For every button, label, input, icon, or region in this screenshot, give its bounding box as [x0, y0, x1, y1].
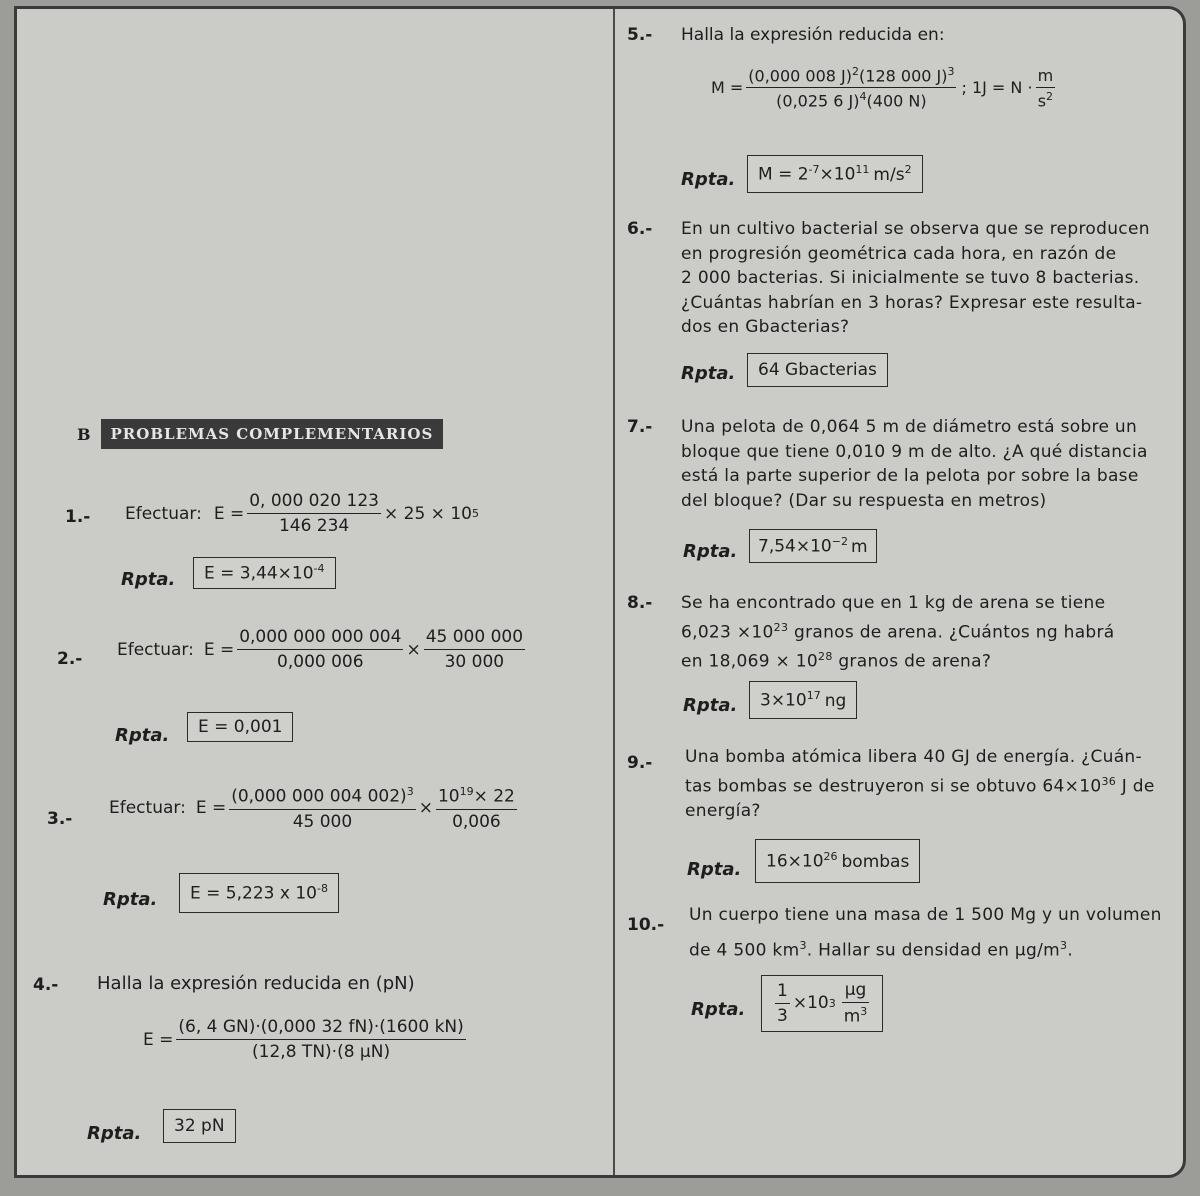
problem-8-line-3-exp: 28 — [818, 649, 833, 663]
problem-5-text: Halla la expresión reducida en: — [681, 25, 945, 45]
problem-3-rpta-label: Rpta. — [103, 889, 158, 910]
problem-2-text: Efectuar: — [117, 639, 194, 660]
problem-3-text: Efectuar: — [109, 798, 186, 819]
problem-9-line-2-a: tas bombas se destruyeron si se obtuvo 64×10 — [685, 776, 1102, 797]
problem-5-numer-b: (128 000 J) — [859, 66, 948, 86]
problem-10-answer-unit-fraction — [842, 980, 870, 1027]
problem-5-unit-denom-exp: 2 — [1046, 89, 1054, 103]
problem-8-line-1: Se ha encontrado que en 1 kg de arena se tiene — [681, 593, 1106, 613]
problem-4-number: 4.- — [33, 975, 59, 995]
problem-3-statement — [109, 785, 520, 832]
problem-1-answer-box — [193, 557, 336, 589]
problem-1-lhs: E = — [213, 503, 245, 524]
problem-7-answer-exp: −2 — [831, 535, 848, 548]
problem-1-fraction — [247, 491, 381, 536]
problem-7-answer-unit: m — [850, 536, 868, 557]
problem-9-line-3: energía? — [685, 800, 761, 821]
problem-7-number: 7.- — [627, 417, 653, 437]
problem-1-statement — [125, 491, 479, 536]
problem-6-line: dos en Gbacterias? — [681, 317, 850, 337]
textbook-page — [14, 6, 1186, 1178]
problem-7-rpta-label: Rpta. — [683, 541, 738, 562]
problem-3-f1-numerator-exp: 3 — [406, 785, 414, 798]
problem-2-rpta-label: Rpta. — [115, 725, 170, 746]
problem-9-answer: 16×10 — [766, 851, 824, 872]
problem-9-line-2-b: J de — [1121, 776, 1155, 797]
problem-5-expression — [711, 65, 1058, 111]
problem-5-number: 5.- — [627, 25, 653, 45]
problem-3-answer: E = 5,223 x 10 — [190, 883, 317, 904]
problem-10-answer-unit-denom-exp: 3 — [860, 1005, 868, 1018]
problem-8-line-3-b: granos de arena? — [838, 651, 992, 672]
problem-1-answer: E = 3,44×10 — [204, 563, 314, 584]
problem-6-line: ¿Cuántas habrían en 3 horas? Expresar este resulta- — [681, 292, 1143, 313]
problem-5-unit-denom: s — [1037, 90, 1047, 110]
problem-7-answer-box — [749, 529, 877, 563]
problem-8-line-3 — [681, 645, 1115, 674]
problem-5-numer-a-exp: 2 — [852, 65, 860, 78]
problem-3-f1-numerator-wrap — [229, 785, 416, 810]
problem-6-answer-box — [747, 353, 888, 387]
problem-10-answer-box — [761, 975, 883, 1032]
problem-8-answer-exp: 17 — [806, 689, 821, 702]
problem-5-answer-a: M = 2 — [758, 164, 809, 185]
problem-4-expression — [143, 1017, 469, 1062]
problem-6-line: 2 000 bacterias. Si inicialmente se tuvo 8 bacterias. — [681, 268, 1140, 288]
problem-10-answer-mid-exp: 3 — [828, 996, 836, 1010]
problem-1-number: 1.- — [65, 507, 91, 527]
problem-5-denom-a-exp: 4 — [859, 90, 867, 104]
problem-1-tail-exp: 5 — [471, 507, 479, 520]
problem-5-numer-b-exp: 3 — [947, 65, 955, 78]
problem-10-line-2-b: . Hallar su densidad en µg/m — [806, 940, 1060, 961]
problem-2-answer: E = 0,001 — [198, 717, 283, 737]
problem-6-answer: 64 Gbacterias — [758, 360, 877, 380]
problem-7-line: del bloque? (Dar su respuesta en metros) — [681, 490, 1047, 511]
problem-9-paragraph — [685, 745, 1155, 823]
problem-1-text: Efectuar: — [125, 503, 202, 524]
problem-10-line-2-exp: 3 — [799, 938, 807, 952]
problem-5-denominator — [746, 88, 956, 110]
problem-9-answer-exp: 26 — [823, 850, 838, 863]
problem-10-answer-mid: ×10 — [792, 993, 829, 1014]
problem-5-fraction — [746, 65, 956, 111]
problem-10-answer-unit-numerator: µg — [842, 980, 870, 1003]
problem-5-unit-denominator — [1036, 88, 1056, 110]
problem-8-line-2-a: 6,023 ×10 — [681, 622, 774, 643]
problem-6-paragraph — [681, 217, 1150, 340]
problem-3-answer-box — [179, 873, 339, 913]
problem-8-answer: 3×10 — [760, 690, 807, 711]
problem-9-line-2 — [685, 770, 1155, 799]
problem-4-fraction — [176, 1017, 465, 1062]
problem-3-lhs: E = — [195, 798, 227, 819]
problem-4-denominator: (12,8 TN)·(8 µN) — [252, 1042, 391, 1062]
problem-5-numerator — [746, 65, 956, 88]
problem-10-answer-denominator: 3 — [777, 1005, 788, 1026]
problem-5-numer-a: (0,000 008 J) — [748, 66, 853, 86]
problem-10-paragraph — [689, 903, 1162, 963]
problem-10-line-1: Un cuerpo tiene una masa de 1 500 Mg y un volumen — [689, 905, 1162, 925]
problem-5-unit-note: ; 1J = N · — [961, 78, 1033, 98]
problem-4-rpta-label: Rpta. — [87, 1123, 142, 1144]
problem-5-answer-b: ×10 — [819, 164, 856, 185]
problem-1-numerator: 0, 000 020 123 — [247, 491, 381, 514]
problem-6-line: en progresión geométrica cada hora, en razón de — [681, 243, 1117, 264]
problem-2-times: × — [406, 639, 421, 660]
problem-7-line: bloque que tiene 0,010 9 m de alto. ¿A qué distancia — [681, 441, 1148, 462]
problem-2-f1-numerator: 0,000 000 000 004 — [237, 627, 403, 650]
section-title: PROBLEMAS COMPLEMENTARIOS — [101, 419, 444, 449]
problem-6-line: En un cultivo bacterial se observa que se reproducen — [681, 219, 1150, 239]
problem-2-statement — [117, 627, 528, 672]
section-letter: B — [77, 424, 91, 444]
problem-2-number: 2.- — [57, 649, 83, 669]
problem-4-answer-box — [163, 1109, 236, 1143]
problem-10-answer-numerator: 1 — [775, 981, 790, 1004]
problem-9-answer-box — [755, 839, 920, 883]
problem-8-answer-unit: ng — [824, 690, 847, 711]
problem-3-fraction-2 — [436, 785, 517, 832]
problem-5-lhs: M = — [711, 78, 744, 98]
problem-10-line-2-a: de 4 500 km — [689, 940, 800, 961]
problem-7-line: Una pelota de 0,064 5 m de diámetro está sobre un — [681, 417, 1138, 437]
problem-2-answer-box — [187, 712, 293, 742]
problem-3-f2-numerator-wrap — [436, 785, 517, 810]
problem-10-answer-unit-denominator — [842, 1003, 870, 1027]
problem-8-rpta-label: Rpta. — [683, 695, 738, 716]
problem-1-denominator: 146 234 — [278, 516, 350, 536]
problem-10-answer-unit-denom: m — [843, 1006, 861, 1027]
problem-5-answer-b-exp: 11 — [855, 163, 870, 176]
problem-7-line: está la parte superior de la pelota por sobre la base — [681, 466, 1139, 486]
problem-10-number: 10.- — [627, 915, 665, 935]
problem-3-f2-denominator: 0,006 — [452, 811, 501, 832]
problem-8-line-2 — [681, 616, 1115, 645]
problem-3-times: × — [418, 798, 433, 819]
problem-5-rpta-label: Rpta. — [681, 169, 736, 190]
problem-5-denom-b: (400 N) — [866, 91, 927, 111]
problem-5-unit-numerator: m — [1036, 66, 1056, 88]
problem-10-line-2-c: . — [1067, 940, 1074, 961]
problem-9-rpta-label: Rpta. — [687, 859, 742, 880]
problem-4-numerator: (6, 4 GN)·(0,000 32 fN)·(1600 kN) — [176, 1017, 465, 1040]
problem-3-fraction-1 — [229, 785, 416, 832]
problem-4-lhs: E = — [143, 1029, 174, 1050]
problem-10-answer-fraction — [775, 981, 790, 1026]
problem-8-line-3-a: en 18,069 × 10 — [681, 651, 819, 672]
problem-10-line-2-exp2: 3 — [1060, 938, 1068, 952]
problem-5-answer-c: m/s — [873, 164, 905, 185]
problem-6-rpta-label: Rpta. — [681, 363, 736, 384]
problem-10-rpta-label: Rpta. — [691, 999, 746, 1020]
problem-2-fraction-1 — [237, 627, 403, 672]
problem-2-lhs: E = — [203, 639, 235, 660]
problem-7-paragraph — [681, 415, 1148, 513]
problem-2-f2-numerator: 45 000 000 — [424, 627, 525, 650]
problem-2-f1-denominator: 0,000 006 — [277, 652, 364, 672]
problem-7-answer: 7,54×10 — [758, 536, 832, 557]
problem-5-denom-a: (0,025 6 J) — [776, 91, 860, 111]
problem-3-f1-numerator: (0,000 000 004 002) — [231, 786, 407, 807]
problem-2-f2-denominator: 30 000 — [444, 652, 505, 672]
problem-9-number: 9.- — [627, 753, 653, 773]
problem-5-answer-a-exp: -7 — [808, 163, 820, 176]
problem-9-line-2-exp: 36 — [1101, 774, 1117, 788]
problem-4-answer: 32 pN — [174, 1116, 225, 1136]
column-divider — [613, 9, 615, 1178]
problem-9-line-1: Una bomba atómica libera 40 GJ de energía. ¿Cuán- — [685, 747, 1142, 767]
problem-3-f2-numerator-b: × 22 — [473, 786, 515, 807]
problem-5-answer-c-exp: 2 — [904, 163, 912, 176]
problem-6-number: 6.- — [627, 219, 653, 239]
problem-8-line-2-b: granos de arena. ¿Cuántos ng habrá — [793, 622, 1115, 643]
problem-8-number: 8.- — [627, 593, 653, 613]
problem-3-number: 3.- — [47, 809, 73, 829]
problem-9-answer-unit: bombas — [841, 851, 910, 872]
problem-1-rpta-label: Rpta. — [121, 569, 176, 590]
problem-3-answer-exp: -8 — [316, 882, 328, 895]
problem-1-answer-exp: -4 — [313, 562, 325, 575]
problem-5-unit-fraction — [1036, 66, 1056, 110]
problem-2-fraction-2 — [424, 627, 525, 672]
problem-3-f2-numerator-a: 10 — [437, 786, 460, 807]
problem-3-f2-numerator-exp: 19 — [459, 785, 474, 798]
problem-4-text: Halla la expresión reducida en (pN) — [97, 973, 415, 994]
problem-5-answer-box — [747, 155, 923, 193]
problem-8-answer-box — [749, 681, 857, 719]
problem-3-f1-denominator: 45 000 — [292, 811, 353, 832]
problem-1-tail: × 25 × 10 — [383, 503, 472, 524]
problem-8-line-2-exp: 23 — [773, 620, 789, 634]
section-header — [77, 419, 443, 449]
problem-10-line-2 — [689, 934, 1162, 963]
problem-8-paragraph — [681, 591, 1115, 674]
